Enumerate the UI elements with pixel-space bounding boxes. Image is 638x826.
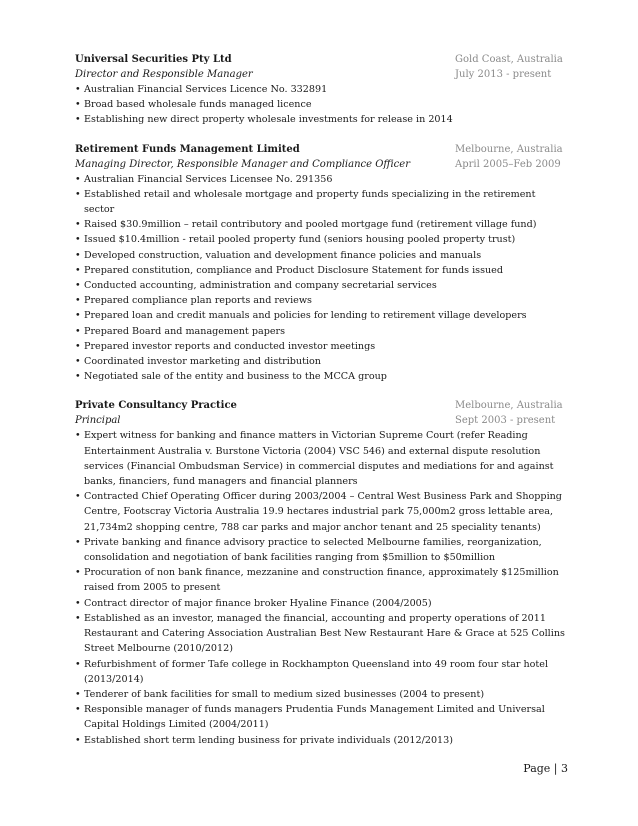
job-location: Melbourne, Australia [455,143,563,155]
bullet-item: • Establishing new direct property wholesale investments for release in 2014 [75,112,567,127]
job-subheader [75,157,567,172]
job-subheader [75,413,567,428]
job-location: Melbourne, Australia [455,400,563,412]
bullet-item: • Raised $30.9million – retail contributory and pooled mortgage fund (retirement village fund) [75,217,567,232]
bullet-item: • Developed construction, valuation and development finance policies and manuals [75,248,567,263]
job-entry [75,142,567,385]
bullet-item: • Conducted accounting, administration and company secretarial services [75,278,567,293]
job-header [75,142,567,157]
bullet-item: • Broad based wholesale funds managed licence [75,97,567,112]
job-header [75,52,567,67]
job-role: Managing Director, Responsible Manager and Compliance Officer [75,158,410,170]
company-name: Retirement Funds Management Limited [75,143,300,155]
job-header [75,398,567,413]
bullet-item: • Issued $10.4million - retail pooled property fund (seniors housing pooled property trust) [75,232,567,247]
bullet-item: • Prepared investor reports and conducted investor meetings [75,339,567,354]
bullet-item: • Prepared compliance plan reports and reviews [75,293,567,308]
bullet-item: • Established as an investor, managed the financial, accounting and property operations of 2011 Restaurant and Catering Association Australian Best New Restaurant Hare & Grace at 525 Collins Street Melbourne (2010/2012) [75,611,567,657]
job-entry [75,398,567,747]
bullet-item: • Prepared constitution, compliance and Product Disclosure Statement for funds issued [75,263,567,278]
bullet-item: • Private banking and finance advisory practice to selected Melbourne families, reorganization, consolidation and negotiation of bank facilities ranging from $5million to $50million [75,535,567,565]
bullet-item: • Contracted Chief Operating Officer during 2003/2004 – Central West Business Park and Shopping Centre, Footscray Victoria Australia 19.9 hectares industrial park 75,000m2 gross lettable area, 21,734m2 shopping centre, 788 car parks and major anchor tenant and 25 speciality tenants) [75,489,567,535]
bullet-item: • Refurbishment of former Tafe college in Rockhampton Queensland into 49 room four star hotel (2013/2014) [75,657,567,687]
company-name: Private Consultancy Practice [75,400,237,412]
job-subheader [75,67,567,82]
job-entry [75,52,567,128]
bullet-item: • Contract director of major finance broker Hyaline Finance (2004/2005) [75,596,567,611]
bullet-item: • Coordinated investor marketing and distribution [75,354,567,369]
job-dates: April 2005–Feb 2009 [455,158,561,170]
job-role: Director and Responsible Manager [75,69,253,80]
resume-content [75,52,567,762]
bullet-item: • Established retail and wholesale mortgage and property funds specializing in the retirement sector [75,187,567,217]
bullet-list [75,82,567,128]
job-role: Principal [75,415,121,427]
bullet-item: • Prepared loan and credit manuals and policies for lending to retirement village developers [75,308,567,323]
page-number: Page | 3 [523,762,568,775]
job-dates: Sept 2003 - present [455,415,556,427]
bullet-item: • Australian Financial Services Licence No. 332891 [75,82,567,97]
bullet-item: • Prepared Board and management papers [75,324,567,339]
bullet-item: • Negotiated sale of the entity and business to the MCCA group [75,369,567,384]
company-name: Universal Securities Pty Ltd [75,54,232,65]
bullet-item: • Expert witness for banking and finance matters in Victorian Supreme Court (refer Reading Entertainment Australia v. Burstone Victoria (2004) VSC 546) and external dispute resolution services (Financial Ombudsman Service) in commercial disputes and mediations for and against banks, financiers, fund managers and financial planners [75,428,567,489]
bullet-list [75,172,567,385]
bullet-item: • Procuration of non bank finance, mezzanine and construction finance, approximately $125million raised from 2005 to present [75,565,567,595]
bullet-item: • Australian Financial Services Licensee No. 291356 [75,172,567,187]
bullet-item: • Tenderer of bank facilities for small to medium sized businesses (2004 to present) [75,687,567,702]
job-location: Gold Coast, Australia [455,54,563,65]
job-dates: July 2013 - present [455,69,552,80]
bullet-item: • Responsible manager of funds managers Prudentia Funds Management Limited and Universal Capital Holdings Limited (2004/2011) [75,702,567,732]
bullet-item: • Established short term lending business for private individuals (2012/2013) [75,733,567,748]
bullet-list [75,428,567,747]
